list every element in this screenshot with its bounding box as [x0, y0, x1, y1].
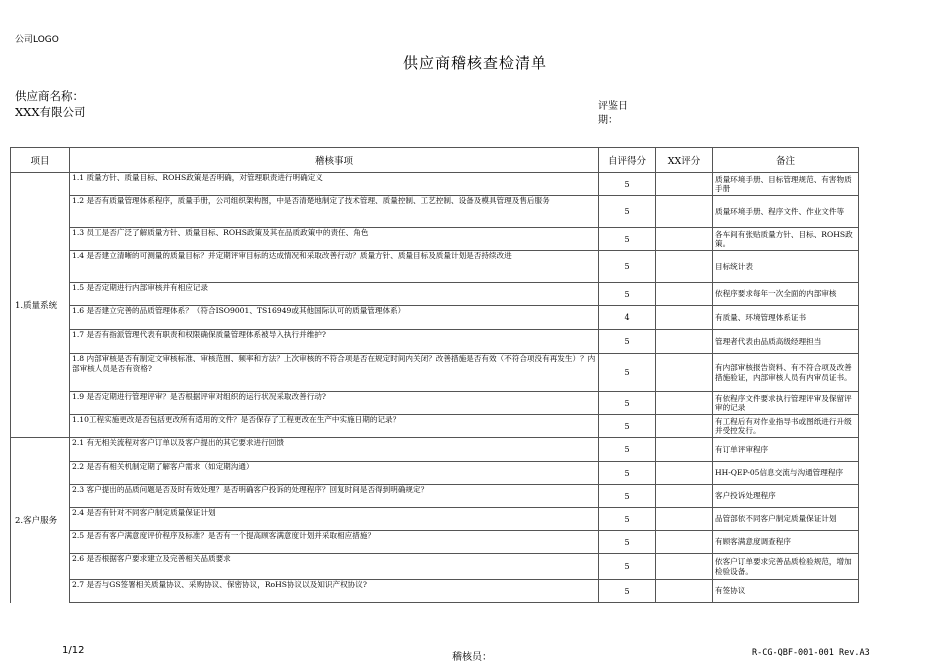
remark-cell: 有内部审核报告资料、有不符合项及改善措施验证，内部审核人员有内审员证书。 — [713, 354, 859, 392]
audit-item-cell: 1.4 是否建立清晰的可测量的质量目标？并定期评审目标的达成情况和采取改善行动？质量方针、质量目标及质量计划是否持续改进 — [70, 251, 599, 283]
self-score-cell: 5 — [599, 508, 656, 531]
remark-cell: 依客户订单要求完善品质检验规范，增加检验设备。 — [713, 554, 859, 580]
document-number: R-CG-QBF-001-001 Rev.A3 — [752, 648, 870, 658]
self-score-cell: 5 — [599, 228, 656, 251]
xx-score-cell — [656, 228, 713, 251]
self-score-cell: 5 — [599, 415, 656, 438]
remark-cell: 有签协议 — [713, 580, 859, 603]
audit-item-cell: 1.1 质量方针、质量目标、ROHS政策是否明确，对管理职责进行明确定义 — [70, 173, 599, 196]
table-header-row — [11, 148, 859, 173]
table-row — [11, 354, 859, 392]
self-score-cell: 5 — [599, 580, 656, 603]
remark-cell: 有工程后有对作业指导书或图纸进行升级并受控发行。 — [713, 415, 859, 438]
self-score-cell: 5 — [599, 462, 656, 485]
audit-item-cell: 2.3 客户提出的品质问题是否及时有效处理？是否明确客户投诉的处理程序？回复时间是否得到明确规定？ — [70, 485, 599, 508]
table-row — [11, 173, 859, 196]
col-header-audit-matter: 稽核事项 — [70, 148, 599, 173]
table-row — [11, 228, 859, 251]
remark-cell: 目标统计表 — [713, 251, 859, 283]
remark-cell: 各车间有张贴质量方针、目标、ROHS政策。 — [713, 228, 859, 251]
table-row — [11, 415, 859, 438]
page-title: 供应商稽核查检清单 — [402, 54, 547, 72]
remark-cell: 有顾客满意度调查程序 — [713, 531, 859, 554]
self-score-cell: 5 — [599, 196, 656, 228]
self-score-cell: 5 — [599, 485, 656, 508]
xx-score-cell — [656, 485, 713, 508]
table-row — [11, 531, 859, 554]
audit-item-cell: 1.7 是否有指派管理代表有职责和权限确保质量管理体系被导入执行并维护? — [70, 330, 599, 354]
audit-item-cell: 2.7 是否与GS签署相关质量协议、采购协议、保密协议，RoHS协议以及知识产权协议? — [70, 580, 599, 603]
table-row — [11, 196, 859, 228]
table-row — [11, 330, 859, 354]
audit-item-cell: 1.3 员工是否广泛了解质量方针、质量目标、ROHS政策及其在品质政策中的责任、角色 — [70, 228, 599, 251]
remark-cell: 质量环境手册、目标管理规范、有害物质手册 — [713, 173, 859, 196]
audit-item-cell: 1.2 是否有质量管理体系程序，质量手册，公司组织架构图，中是否清楚地制定了技术管理、质量控制、工艺控制、设备及模具管理及售后服务 — [70, 196, 599, 228]
xx-score-cell — [656, 173, 713, 196]
audit-item-cell: 2.4 是否有针对不同客户制定质量保证计划 — [70, 508, 599, 531]
remark-cell: 依程序要求每年一次全面的内部审核 — [713, 283, 859, 306]
page-number: 1/12 — [62, 645, 85, 656]
xx-score-cell — [656, 330, 713, 354]
xx-score-cell — [656, 462, 713, 485]
self-score-cell: 5 — [599, 354, 656, 392]
table-row — [11, 485, 859, 508]
col-header-self-score: 自评得分 — [599, 148, 656, 173]
table-row — [11, 438, 859, 462]
xx-score-cell — [656, 306, 713, 330]
table-row — [11, 462, 859, 485]
category-cell: 1.质量系统 — [11, 173, 70, 438]
xx-score-cell — [656, 392, 713, 415]
col-header-xx-score: XX评分 — [656, 148, 713, 173]
audit-checklist-table — [10, 147, 859, 603]
xx-score-cell — [656, 554, 713, 580]
audit-item-cell: 1.6 是否建立完善的品质管理体系？（符合ISO9001、TS16949或其他国际认可的质量管理体系） — [70, 306, 599, 330]
self-score-cell: 4 — [599, 306, 656, 330]
remark-cell: 有质量、环境管理体系证书 — [713, 306, 859, 330]
table-row — [11, 554, 859, 580]
remark-cell: 品管部依不同客户制定质量保证计划 — [713, 508, 859, 531]
table-row — [11, 392, 859, 415]
remark-cell: 质量环境手册、程序文件、作业文件等 — [713, 196, 859, 228]
xx-score-cell — [656, 508, 713, 531]
self-score-cell: 5 — [599, 330, 656, 354]
xx-score-cell — [656, 354, 713, 392]
remark-cell: 客户投诉处理程序 — [713, 485, 859, 508]
audit-item-cell: 2.6 是否根据客户要求建立及完善相关品质要求 — [70, 554, 599, 580]
category-cell: 2.客户服务 — [11, 438, 70, 603]
col-header-item: 项目 — [11, 148, 70, 173]
audit-item-cell: 2.1 有无相关流程对客户订单以及客户提出的其它要求进行回馈 — [70, 438, 599, 462]
audit-item-cell: 1.5 是否定期进行内部审核并有相应记录 — [70, 283, 599, 306]
auditor-label: 稽核员： — [452, 652, 492, 663]
remark-cell: 有订单评审程序 — [713, 438, 859, 462]
remark-cell: 管理者代表由品质高级经理担当 — [713, 330, 859, 354]
audit-item-cell: 1.9 是否定期进行管理评审？是否根据评审对组织的运行状况采取改善行动? — [70, 392, 599, 415]
review-date-label: 评鉴日期： — [598, 101, 628, 126]
xx-score-cell — [656, 580, 713, 603]
xx-score-cell — [656, 283, 713, 306]
self-score-cell: 5 — [599, 173, 656, 196]
self-score-cell: 5 — [599, 554, 656, 580]
table-row — [11, 580, 859, 603]
xx-score-cell — [656, 196, 713, 228]
col-header-remark: 备注 — [713, 148, 859, 173]
remark-cell: HH-QEP-05信息交流与沟通管理程序 — [713, 462, 859, 485]
self-score-cell: 5 — [599, 392, 656, 415]
self-score-cell: 5 — [599, 283, 656, 306]
audit-item-cell: 1.10工程实施更改是否包括更改所有适用的文件？是否保存了工程更改在生产中实施日期的记录？ — [70, 415, 599, 438]
xx-score-cell — [656, 251, 713, 283]
audit-item-cell: 1.8 内部审核是否有制定文审核标准、审核范围、频率和方法？上次审核的不符合项是否在规定时间内关闭？改善措施是否有效（不符合项没有再发生）？内部审核人员是否有资格? — [70, 354, 599, 392]
table-row — [11, 251, 859, 283]
audit-item-cell: 2.5 是否有客户满意度评价程序及标准？是否有一个提高顾客满意度计划并采取相应措施？ — [70, 531, 599, 554]
supplier-name: 供应商名称：XXX有限公司 — [15, 89, 86, 119]
self-score-cell: 5 — [599, 531, 656, 554]
company-logo: 公司LOGO — [15, 35, 59, 45]
table-row — [11, 508, 859, 531]
table-row — [11, 283, 859, 306]
self-score-cell: 5 — [599, 251, 656, 283]
audit-item-cell: 2.2 是否有相关机制定期了解客户需求（如定期沟通） — [70, 462, 599, 485]
xx-score-cell — [656, 438, 713, 462]
remark-cell: 有依程序文件要求执行管理评审及保留评审的记录 — [713, 392, 859, 415]
xx-score-cell — [656, 415, 713, 438]
self-score-cell: 5 — [599, 438, 656, 462]
table-row — [11, 306, 859, 330]
xx-score-cell — [656, 531, 713, 554]
